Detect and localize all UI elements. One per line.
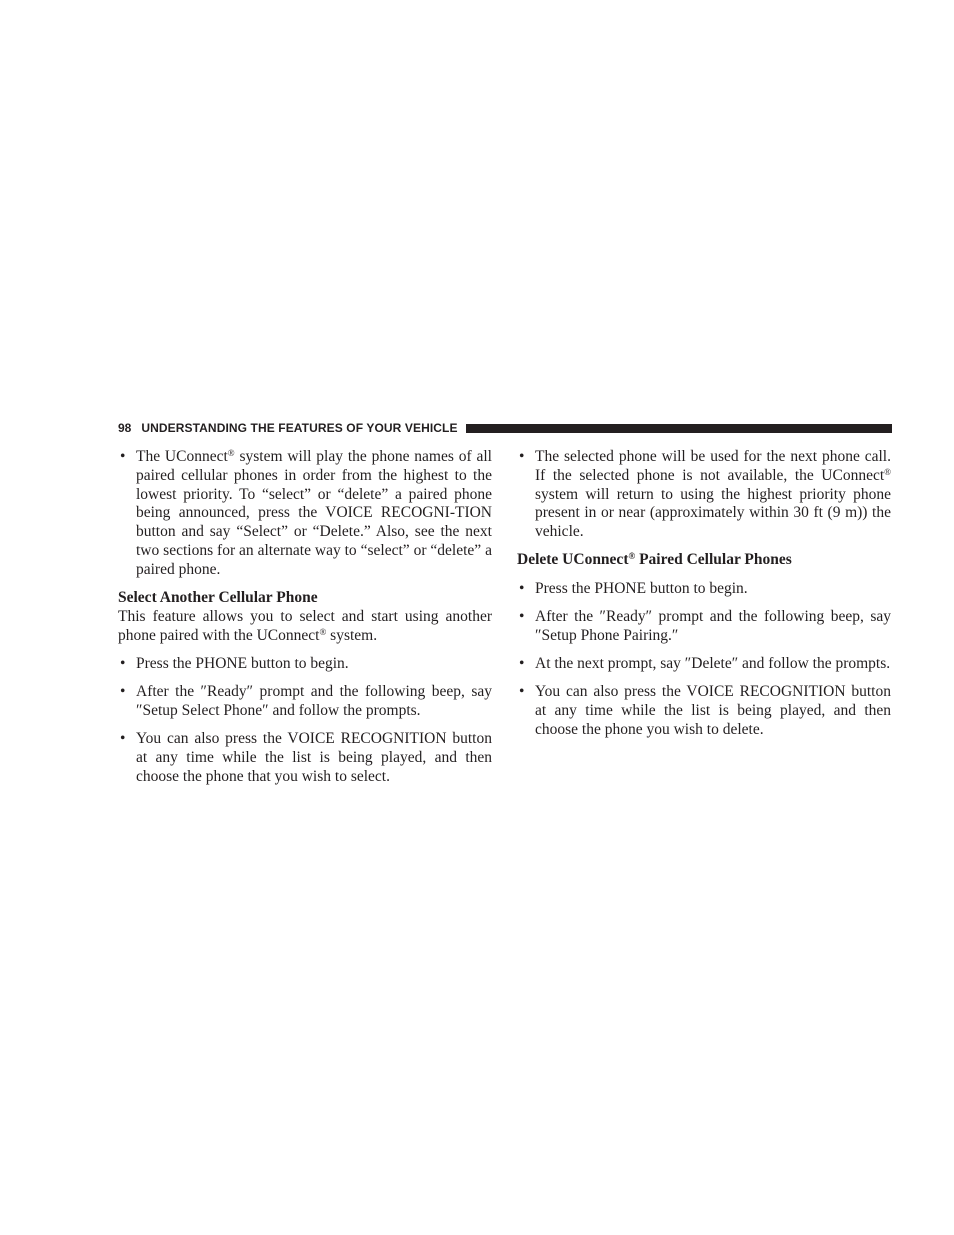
registered-mark: ® xyxy=(227,448,235,458)
list-item: • At the next prompt, say ″Delete″ and follow the prompts. xyxy=(517,655,891,674)
registered-mark: ® xyxy=(628,551,636,562)
right-column xyxy=(517,448,891,749)
list-item: • Press the PHONE button to begin. xyxy=(118,655,492,674)
header-rule xyxy=(466,424,892,433)
list-item: • You can also press the VOICE RECOGNITION button at any time while the list is being played, and then choose the phone that you wish to select. xyxy=(118,730,492,786)
page-number: 98 xyxy=(118,421,132,435)
section-heading: Select Another Cellular Phone xyxy=(118,589,318,607)
left-column xyxy=(118,448,492,796)
registered-mark: ® xyxy=(319,626,327,637)
list-item: • After the ″Ready″ prompt and the following beep, say ″Setup Phone Pairing.″ xyxy=(517,608,891,646)
section-title: UNDERSTANDING THE FEATURES OF YOUR VEHICLE xyxy=(141,421,458,435)
registered-mark: ® xyxy=(884,466,891,477)
list-item: • After the ″Ready″ prompt and the following beep, say ″Setup Select Phone″ and follow the prompts. xyxy=(118,683,492,721)
list-item: • The selected phone will be used for the next phone call. If the selected phone is not available, the UConnect® system will return to using the highest priority phone present in or near (approximately within 30 ft (9 m)) the vehicle. xyxy=(517,448,891,542)
paragraph: This feature allows you to select and start using another phone paired with the UConnect® system. xyxy=(118,607,492,644)
list-item: • Press the PHONE button to begin. xyxy=(517,580,891,599)
section-heading: Delete UConnect® Paired Cellular Phones xyxy=(517,551,792,569)
list-item: • You can also press the VOICE RECOGNITION button at any time while the list is being played, and then choose the phone you wish to delete. xyxy=(517,683,891,739)
page-header xyxy=(118,418,892,438)
list-item: • The UConnect® system will play the phone names of all paired cellular phones in order from the highest to the lowest priority. To “select” or “delete” a paired phone being announced, press the VOICE RECOGNI-TION button and say “Select” or “Delete.” Also, see the next two sections for an alternate way to “select” or “delete” a paired phone. xyxy=(118,448,492,580)
